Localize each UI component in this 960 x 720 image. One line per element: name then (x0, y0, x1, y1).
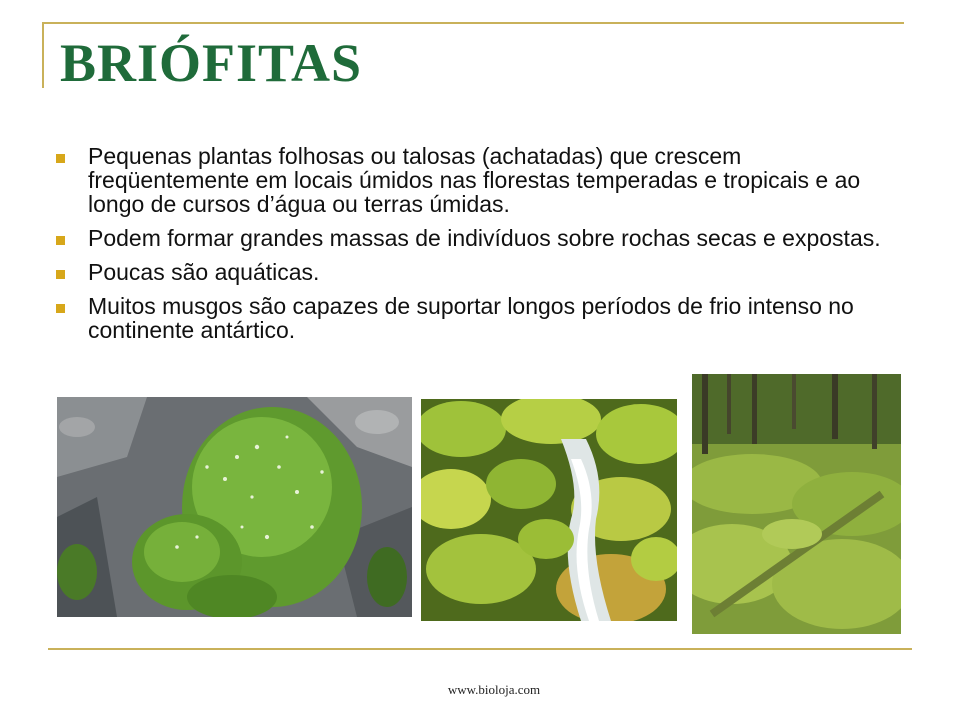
bullet-marker-icon (56, 154, 65, 163)
frame-left-line (42, 22, 44, 88)
mossy-stream-photo (421, 399, 677, 621)
bullet-item (50, 144, 900, 216)
frame-top-line (42, 22, 904, 24)
slide-title: BRIÓFITAS (60, 33, 363, 93)
bullet-text: Muitos musgos são capazes de suportar longos períodos de frio intenso no continente antártico. (88, 293, 854, 343)
moss-forest-photo (692, 374, 901, 634)
bullet-text: Poucas são aquáticas. (88, 259, 320, 285)
footer (0, 682, 960, 698)
bullet-marker-icon (56, 304, 65, 313)
frame-bottom-line (48, 648, 912, 650)
bullet-text: Pequenas plantas folhosas ou talosas (achatadas) que crescem freqüentemente em locais úmidos nas florestas temperadas e tropicais e ao longo de cursos d’água ou terras úmidas. (88, 143, 861, 217)
bullet-list (50, 144, 900, 352)
moss-on-rocks-photo (57, 397, 412, 617)
bullet-item (50, 260, 900, 284)
bullet-item (50, 226, 900, 250)
bullet-text: Podem formar grandes massas de indivíduos sobre rochas secas e expostas. (88, 225, 881, 251)
footer-url: www.bioloja.com (447, 682, 541, 697)
bullet-marker-icon (56, 270, 65, 279)
bullet-item (50, 294, 900, 342)
bullet-marker-icon (56, 236, 65, 245)
